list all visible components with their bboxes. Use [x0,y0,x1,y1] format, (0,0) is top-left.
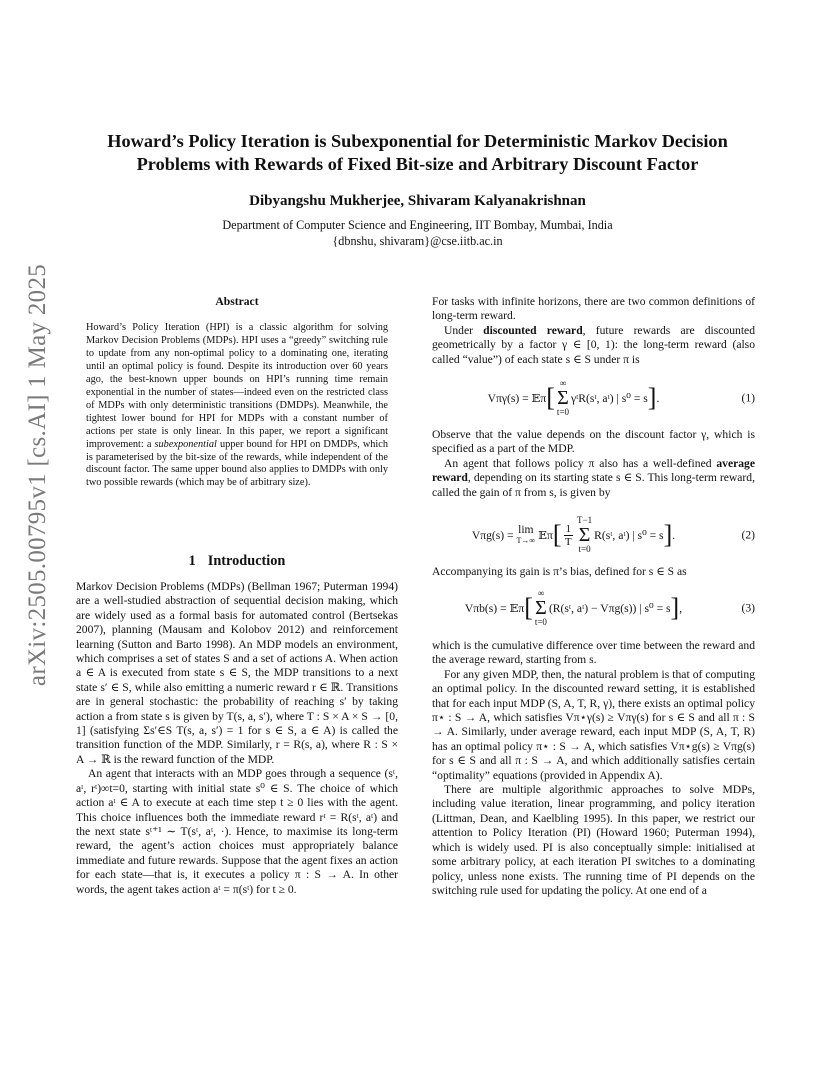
abstract-text-2: upper bound for HPI on DMDPs, which is parameterised by the bit-size of the rewards, while independent of the discount factor. The same upper bound also applies to DMDPs with only two possible rewards (which may be of arbitrary size). [86,438,389,489]
abstract-heading: Abstract [215,295,259,308]
equation-3: Vπb(s) = 𝔼π [ ∞ Σ t=0 (R(sᵗ, aᵗ) − Vπg(s)) | s⁰ = s ] , (3) [464,588,755,627]
right-paragraph-1: For tasks with infinite horizons, there are two common definitions of long-term reward. [432,295,755,323]
left-column-body [76,580,398,897]
section-title: Introduction [207,553,286,569]
equation-1: Vπγ(s) = 𝔼π [ ∞ Σ t=0 γᵗR(sᵗ, aᵗ) | s⁰ = s ] . (1) [487,378,755,417]
right-paragraph-3: Observe that the value depends on the discount factor γ, which is specified as a part of the MDP. [432,428,755,456]
right-paragraph-4: An agent that follows policy π also has a well-defined average reward, depending on its starting state s ∈ S. This long-term reward, called the gain of π from s, is given by [432,456,755,499]
equation-2: Vπg(s) = lim T→∞ 𝔼π [ $\frac{1}{T}$ T−1 Σ t=0 R(sᵗ, aᵗ) | s⁰ = s ] . (2) [471,515,755,554]
title-line-1: Howard’s Policy Iteration is Subexponential for Deterministic Markov Decision [107,131,728,151]
summation-symbol: ∞ Σ t=0 [556,378,569,417]
right-column-mid-1 [432,428,755,500]
affiliation-block [80,218,755,249]
right-column-top [432,295,755,367]
intro-paragraph-1: Markov Decision Problems (MDPs) (Bellman 1967; Puterman 1994) are a well-studied abstraction of sequential decision making, which are widely used as a formal basis for automated control (Bertsekas 2007), planning (Mausam and Kolobov 2012) and reinforcement learning (Sutton and Barto 1998). An MDP models an environment, which comprises a set of states S and a set of actions A. When action a ∈ A is executed from state s ∈ S, the MDP transitions to a next state s′ ∈ S, while also emitting a numeric reward r ∈ ℝ. Transitions are in general stochastic: the probability of reaching s′ by taking action a from state s is given by T(s, a, s′), where T : S × A × S → [0, 1] (satisfying Σs′∈S T(s, a, s′) = 1 for s ∈ S, a ∈ A) is called the transition function of the MDP. Similarly, r = R(s, a), where R : S × A → ℝ is the reward function of the MDP. [76,580,398,766]
author-email: {dbnshu, shivaram}@cse.iitb.ac.in [332,233,503,248]
limit-operator: lim T→∞ [516,523,536,545]
arxiv-stamp-text: arXiv:2505.00795v1 [cs.AI] 1 May 2025 [24,263,51,687]
section-number: 1 [188,553,196,569]
affiliation: Department of Computer Science and Engineering, IIT Bombay, Mumbai, India [222,218,613,232]
equation-number: (2) [741,528,755,542]
right-paragraph-7: For any given MDP, then, the natural problem is that of computing an optimal policy. In the discounted reward setting, it is established that for each input MDP (S, A, T, R, γ), there exists an optimal policy π⋆ : S → A, which satisfies Vπ⋆γ(s) ≥ Vπγ(s) for s ∈ S and all π : S → A. Similarly, under average reward, each input MDP (S, A, T, R) has an optimal policy π⋆ : S → A, which satisfies Vπ⋆g(s) ≥ Vπg(s) for s ∈ S and all π : S → A, and which additionally satisfies certain “optimality” equations (provided in Appendix A). [432,667,755,782]
abstract-emphasis: subexponential [154,438,217,450]
equation-number: (3) [741,601,755,615]
term-discounted-reward: discounted reward [483,323,583,337]
right-column-mid-2 [432,565,755,579]
equation-number: (1) [741,391,755,405]
paper-title [80,130,755,176]
authors: Dibyangshu Mukherjee, Shivaram Kalyanakrishnan [249,193,586,209]
term-average-reward: average reward [432,456,755,485]
intro-paragraph-2: An agent that interacts with an MDP goes through a sequence (sᵗ, aᵗ, rᵗ)∞t=0, starting with initial state s⁰ ∈ S. The choice of which action aᵗ ∈ A to execute at each time step t ≥ 0 lies with the agent. This choice influences both the immediate reward rᵗ = R(sᵗ, aᵗ) and the next state sᵗ⁺¹ ∼ T(sᵗ, aᵗ, ·). Hence, to maximise its long-term reward, the agent’s action choices must appropriately balance immediate and future rewards. Suppose that the agent fixes an action for each state—that is, it executes a policy π : S → A. In other words, the agent takes action aᵗ = π(sᵗ) for t ≥ 0. [76,767,398,896]
right-paragraph-8: There are multiple algorithmic approaches to solve MDPs, including value iteration, linear programming, and policy iteration (Littman, Dean, and Kaelbling 1995). In this paper, we restrict our attention to Policy Iteration (PI) (Howard 1960; Puterman 1994), which is widely used. PI is also conceptually simple: initialised at some arbitrary policy, at each iteration PI switches to a dominating policy, unless none exists. The running time of PI depends on the switching rule used for updating the policy. At one end of a [432,783,755,897]
title-line-2: Problems with Rewards of Fixed Bit-size and Arbitrary Discount Factor [136,154,699,174]
abstract-text-1: Howard’s Policy Iteration (HPI) is a classic algorithm for solving Markov Decision Problems (MDPs). HPI uses a “greedy” switching rule to update from any non-optimal policy to a dominating one, iterating until an optimal policy is found. Despite its introduction over 60 years ago, the best-known upper bounds on HPI’s running time remain exponential in the number of states—indeed even on the restricted class of MDPs with only deterministic transitions (DMDPs). Meanwhile, the tightest lower bound for HPI for MDPs with a constant number of actions per state is only linear. In this paper, we report a significant improvement: a [86,322,388,450]
section-heading [76,553,398,570]
right-column-bottom [432,639,755,898]
right-paragraph-5: Accompanying its gain is π’s bias, defined for s ∈ S as [432,565,687,578]
right-paragraph-6: which is the cumulative difference over time between the reward and the average reward, starting from s. [432,639,755,667]
arxiv-stamp [18,263,58,687]
abstract-body [86,322,388,490]
right-paragraph-2: Under discounted reward, future rewards are discounted geometrically by a factor γ ∈ [0, 1): the long-term reward (also called “value”) of each state s ∈ S under π is [432,323,755,366]
summation-symbol: ∞ Σ t=0 [534,588,547,627]
summation-symbol: T−1 Σ t=0 [577,515,593,554]
fraction: $\frac{1}{T}$ [564,522,572,548]
